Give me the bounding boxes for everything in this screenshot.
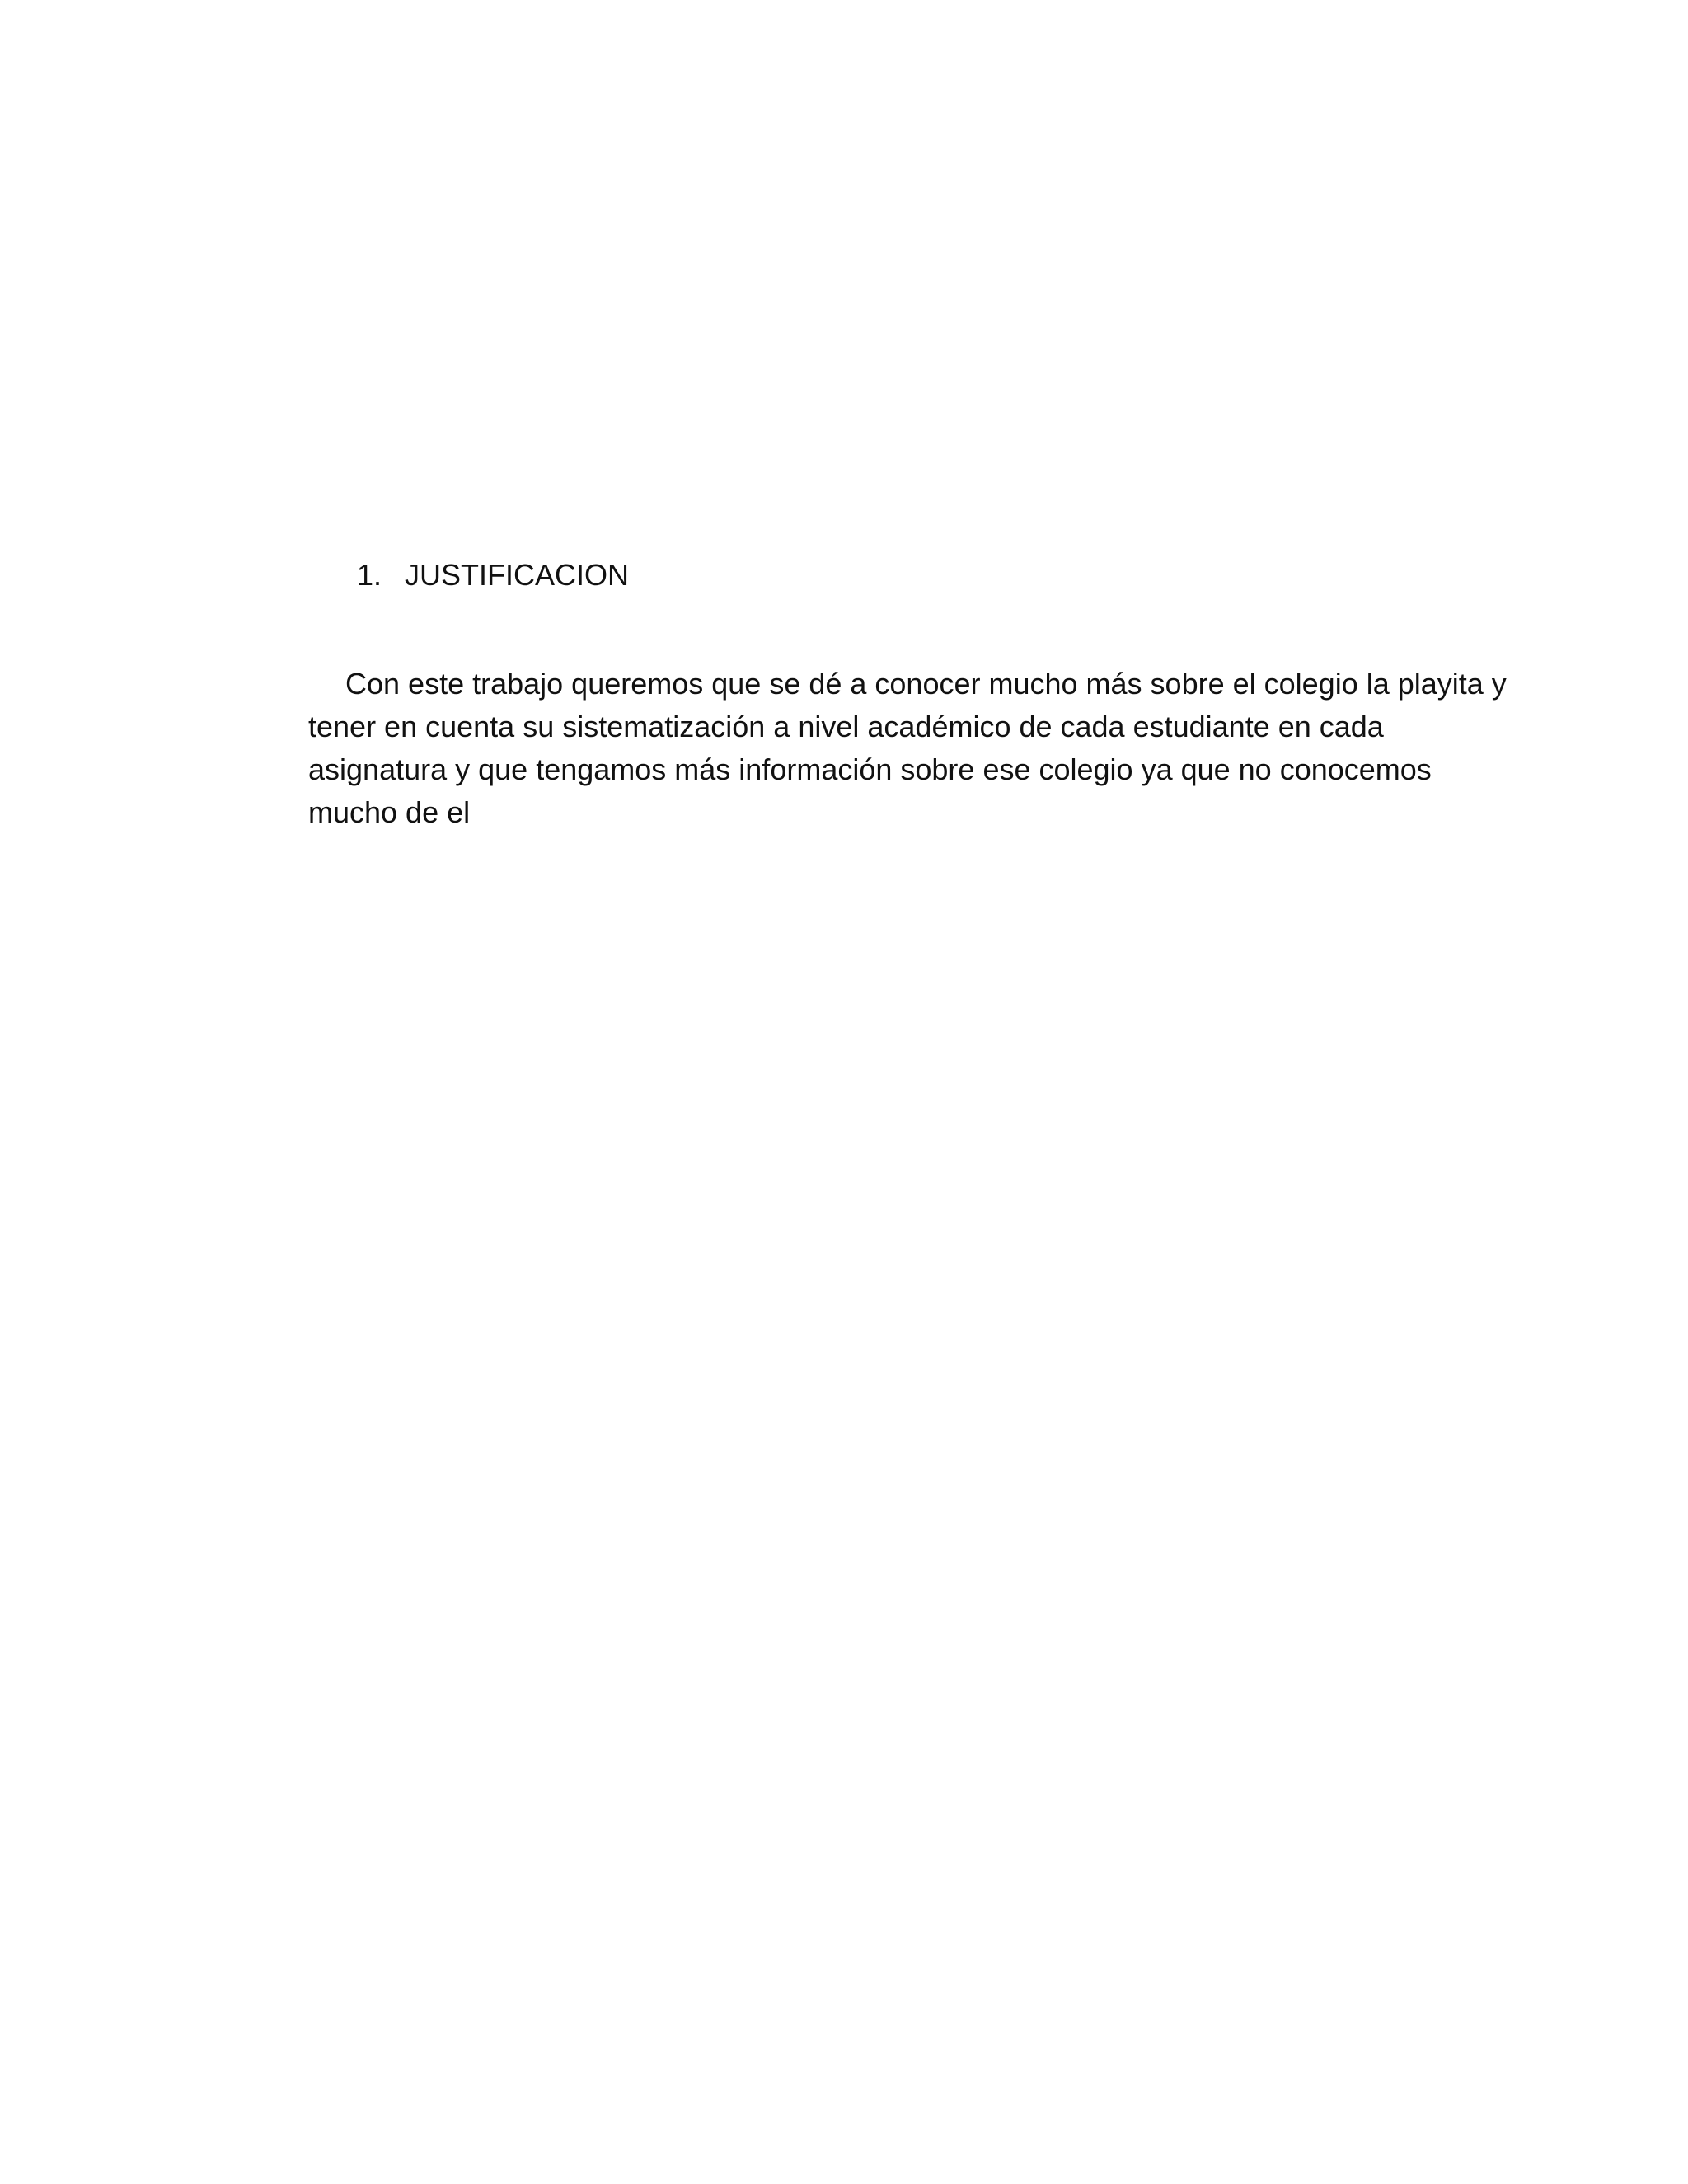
paragraph-line: mucho de el xyxy=(308,795,471,829)
paragraph-line: tener en cuenta su sistematización a nivel académico de cada estudiante en cada xyxy=(308,710,1384,743)
heading-title: JUSTIFICACION xyxy=(405,558,630,592)
paragraph-line: Con este trabajo queremos que se dé a conocer mucho más sobre el colegio la playita y xyxy=(345,667,1507,701)
section-heading xyxy=(357,554,629,597)
heading-number: 1. xyxy=(357,558,382,592)
justification-paragraph xyxy=(308,663,1512,834)
paragraph-line: asignatura y que tengamos más información sobre ese colegio ya que no conocemos xyxy=(308,752,1432,786)
